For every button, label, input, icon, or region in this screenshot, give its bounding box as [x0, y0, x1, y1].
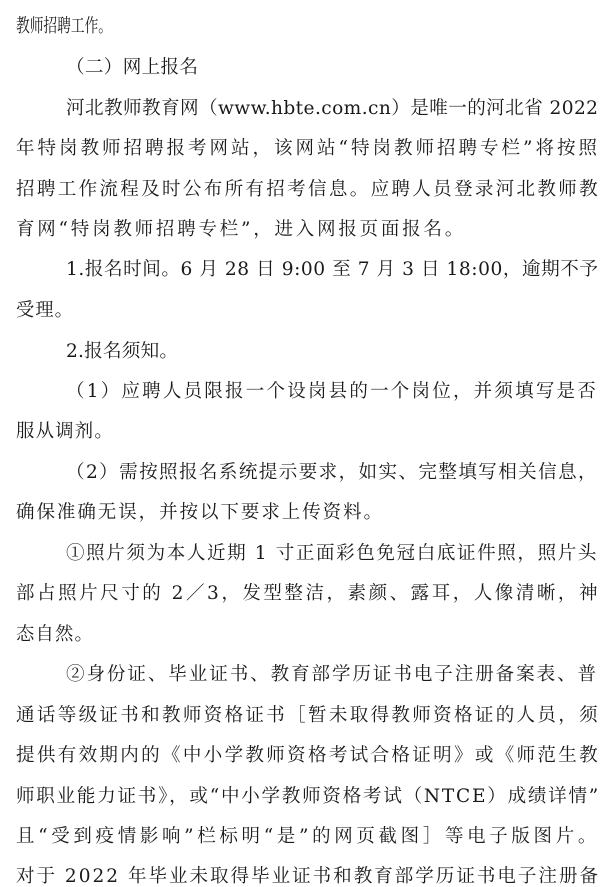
- paragraph-line-text: ①照片须为本人近期 1 寸正面彩色免冠白底证件照，照片头: [66, 543, 598, 564]
- paragraph-line-text: ②身份证、毕业证书、教育部学历证书电子注册备案表、普: [66, 664, 598, 685]
- paragraph-line-text: 提供有效期内的《中小学教师资格考试合格证明》或《师范生教: [16, 745, 600, 766]
- paragraph-line-text: 确保准确无误，并按以下要求上传资料。: [16, 502, 384, 523]
- paragraph-line-text: 对于 2022 年毕业未取得毕业证书和教育部学历证书电子注册备: [16, 866, 600, 887]
- paragraph-line-text: 部占照片尺寸的 2／3，发型整洁，素颜、露耳，人像清晰，神: [16, 583, 600, 604]
- paragraph-line: [0, 138, 616, 178]
- paragraph-line-text: 通话等级证书和教师资格证书［暂未取得教师资格证的人员，须: [16, 705, 600, 726]
- paragraph-line-text: 2.报名须知。: [66, 341, 179, 362]
- paragraph-line-text: 服从调剂。: [16, 421, 114, 442]
- paragraph-line: [0, 705, 616, 745]
- paragraph-line-text: （1）应聘人员限报一个设岗县的一个岗位，并须填写是否: [66, 381, 598, 402]
- text-line-content: 教师招聘工作。: [16, 16, 112, 37]
- paragraph-line: [0, 98, 616, 138]
- text-line: [0, 16, 616, 56]
- paragraph-line: [0, 462, 616, 502]
- paragraph-line-text: 1.报名时间。6 月 28 日 9:00 至 7 月 3 日 18:00，逾期不予: [66, 259, 599, 280]
- paragraph-line: [0, 786, 616, 826]
- paragraph-line: [0, 543, 616, 583]
- paragraph-line-text: 师职业能力证书》，或“中小学教师资格考试（NTCE）成绩详情”: [16, 786, 600, 807]
- paragraph-line: [0, 421, 616, 461]
- paragraph-line: [0, 300, 616, 340]
- paragraph-line: [0, 219, 616, 259]
- section-heading-text: （二）网上报名: [66, 57, 199, 78]
- paragraph-line: [0, 745, 616, 785]
- paragraph-line: [0, 502, 616, 542]
- paragraph-line: [0, 624, 616, 664]
- paragraph-line: [0, 664, 616, 704]
- paragraph-line-text: 河北教师教育网（www.hbte.com.cn）是唯一的河北省 2022: [66, 98, 599, 119]
- paragraph-line-text: 态自然。: [16, 624, 94, 645]
- paragraph-line: [0, 583, 616, 623]
- paragraph-line: [0, 259, 616, 299]
- paragraph-line-text: 育网“特岗教师招聘专栏”，进入网报页面报名。: [16, 219, 466, 240]
- paragraph-line: [0, 341, 616, 381]
- paragraph-line-text: 年特岗教师招聘报考网站，该网站“特岗教师招聘专栏”将按照: [16, 138, 600, 159]
- paragraph-line: [0, 179, 616, 219]
- paragraph-line-text: 招聘工作流程及时公布所有招考信息。应聘人员登录河北教师教: [16, 179, 600, 200]
- section-heading: [0, 57, 616, 97]
- paragraph-line-text: （2）需按照报名系统提示要求，如实、完整填写相关信息，: [66, 462, 598, 483]
- paragraph-line: [0, 381, 616, 421]
- paragraph-line-text: 受理。: [16, 300, 74, 321]
- paragraph-line-text: 且“受到疫情影响”栏标明“是”的网页截图］等电子版图片。: [16, 826, 600, 847]
- paragraph-line: [0, 826, 616, 866]
- paragraph-line: [0, 866, 616, 887]
